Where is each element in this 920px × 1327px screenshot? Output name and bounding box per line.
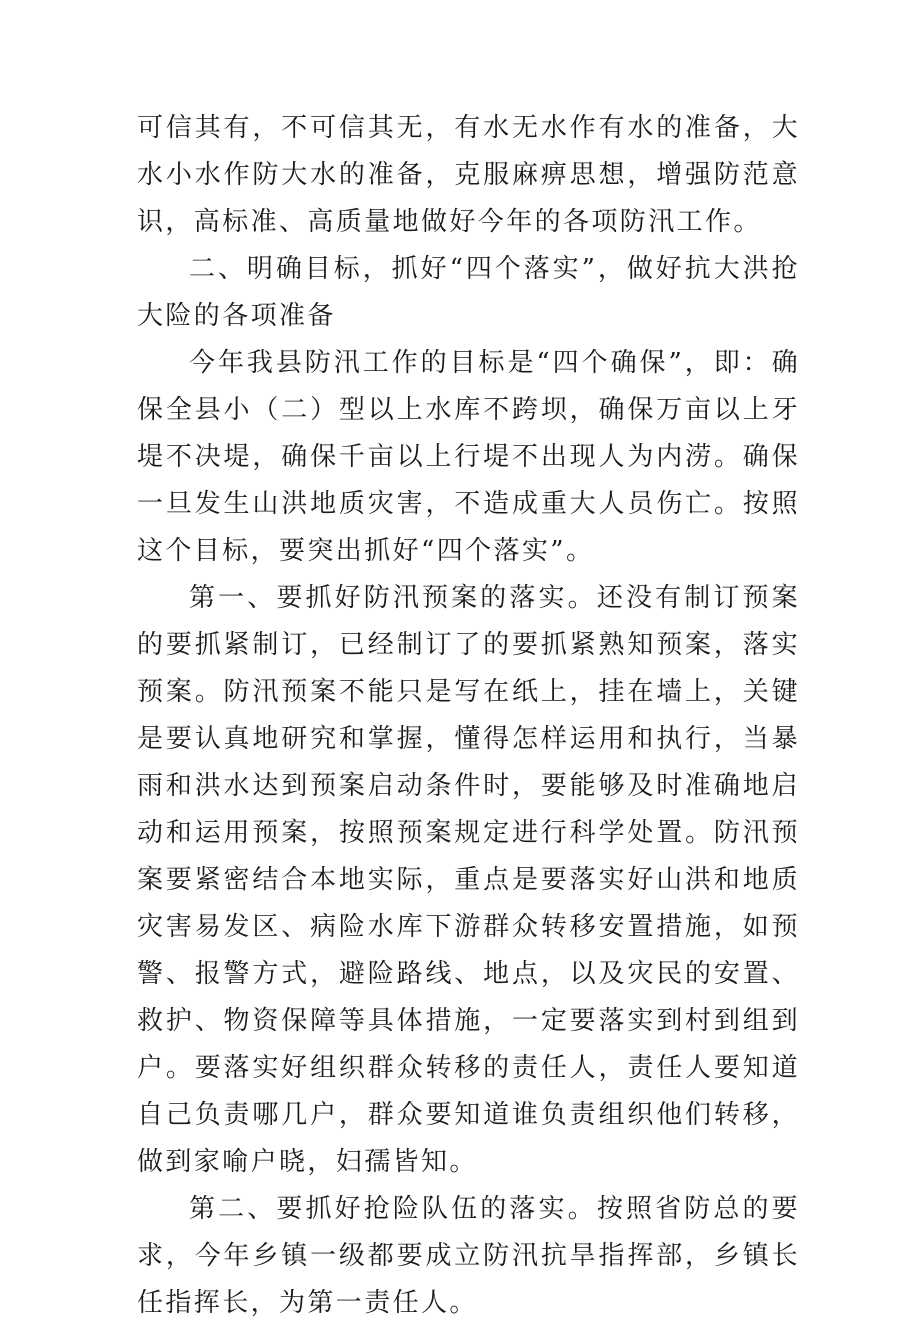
paragraph-rescue-team: 第二、要抓好抢险队伍的落实。按照省防总的要求，今年乡镇一级都要成立防汛抗旱指挥部，乡镇长任指挥长，为第一责任人。 [137,1194,800,1318]
section-heading: 二、明确目标，抓好“四个落实”，做好抗大洪抢大险的各项准备 [137,254,800,331]
document-body [137,105,800,1327]
paragraph-plan-implementation: 第一、要抓好防汛预案的落实。还没有制订预案的要抓紧制订，已经制订了的要抓紧熟知预案，落实预案。防汛预案不能只是写在纸上，挂在墙上，关键是要认真地研究和掌握，懂得怎样运用和执行，当暴雨和洪水达到预案启动条件时，要能够及时准确地启动和运用预案，按照预案规定进行科学处置。防汛预案要紧密结合本地实际，重点是要落实好山洪和地质灾害易发区、病险水库下游群众转移安置措施，如预警、报警方式，避险路线、地点，以及灾民的安置、救护、物资保障等具体措施，一定要落实到村到组到户。要落实好组织群众转移的责任人，责任人要知道自己负责哪几户，群众要知道谁负责组织他们转移，做到家喻户晓，妇孺皆知。 [137,583,800,1177]
paragraph-goals: 今年我县防汛工作的目标是“四个确保”，即：确保全县小（二）型以上水库不跨坝，确保万亩以上牙堤不决堤，确保千亩以上行堤不出现人为内涝。确保一旦发生山洪地质灾害，不造成重大人员伤亡。按照这个目标，要突出抓好“四个落实”。 [137,348,800,566]
paragraph-continuation: 可信其有，不可信其无，有水无水作有水的准备，大水小水作防大水的准备，克服麻痹思想，增强防范意识，高标准、高质量地做好今年的各项防汛工作。 [137,113,800,237]
